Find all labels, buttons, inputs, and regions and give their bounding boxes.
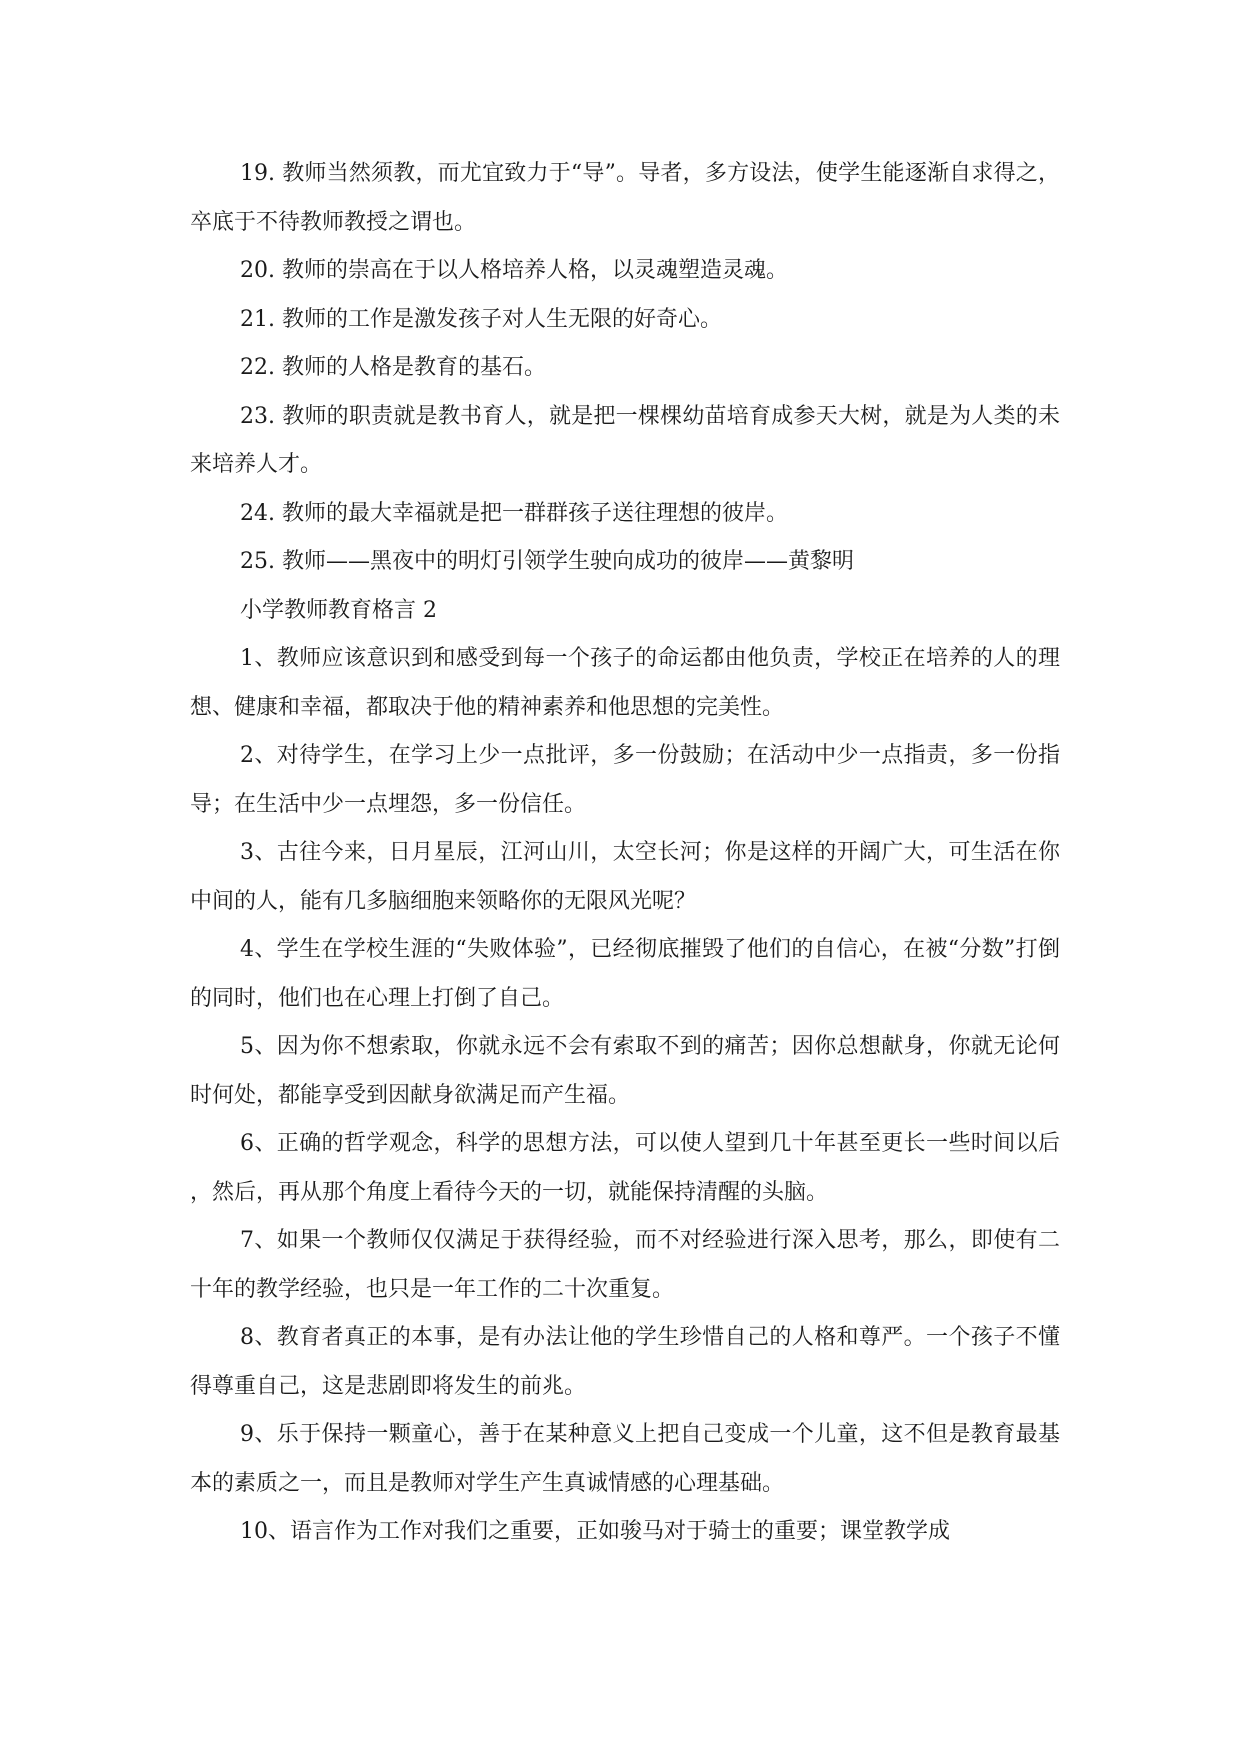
maxim-5: 5、因为你不想索取，你就永远不会有索取不到的痛苦；因你总想献身，你就无论何时何处，都能享受到因献身欲满足而产生福。	[190, 1034, 1060, 1108]
maxim-1: 1、教师应该意识到和感受到每一个孩子的命运都由他负责，学校正在培养的人的理想、健康和幸福，都取决于他的精神素养和他思想的完美性。	[190, 646, 1060, 720]
section-heading: 小学教师教育格言 2	[240, 597, 437, 623]
paragraph-19: 19. 教师当然须教，而尤宜致力于“导”。导者，多方设法，使学生能逐渐自求得之，卒底于不待教师教授之谓也。	[190, 161, 1060, 235]
maxim-2: 2、对待学生，在学习上少一点批评，多一份鼓励；在活动中少一点指责，多一份指导；在生活中少一点埋怨，多一份信任。	[190, 743, 1060, 817]
paragraph-25: 25. 教师——黑夜中的明灯引领学生驶向成功的彼岸——黄黎明	[240, 549, 854, 574]
paragraph-22: 22. 教师的人格是教育的基石。	[240, 355, 546, 380]
document-body	[190, 150, 1060, 1557]
maxim-8: 8、教育者真正的本事，是有办法让他的学生珍惜自己的人格和尊严。一个孩子不懂得尊重自己，这是悲剧即将发生的前兆。	[190, 1325, 1060, 1399]
maxim-3: 3、古往今来，日月星辰，江河山川，太空长河；你是这样的开阔广大，可生活在你中间的人，能有几多脑细胞来领略你的无限风光呢？	[190, 840, 1060, 914]
paragraph-20: 20. 教师的崇高在于以人格培养人格，以灵魂塑造灵魂。	[240, 258, 788, 283]
maxim-10: 10、语言作为工作对我们之重要，正如骏马对于骑士的重要；课堂教学成	[240, 1519, 950, 1544]
maxim-4: 4、学生在学校生涯的“失败体验”，已经彻底摧毁了他们的自信心，在被“分数”打倒的同时，他们也在心理上打倒了自己。	[190, 937, 1060, 1011]
maxim-6: 6、正确的哲学观念，科学的思想方法，可以使人望到几十年甚至更长一些时间以后，然后，再从那个角度上看待今天的一切，就能保持清醒的头脑。	[190, 1131, 1060, 1205]
paragraph-24: 24. 教师的最大幸福就是把一群群孩子送往理想的彼岸。	[240, 500, 788, 526]
maxim-7: 7、如果一个教师仅仅满足于获得经验，而不对经验进行深入思考，那么，即使有二十年的教学经验，也只是一年工作的二十次重复。	[190, 1228, 1060, 1302]
paragraph-23: 23. 教师的职责就是教书育人，就是把一棵棵幼苗培育成参天大树，就是为人类的未来培养人才。	[190, 403, 1060, 477]
paragraph-21: 21. 教师的工作是激发孩子对人生无限的好奇心。	[240, 306, 722, 332]
maxim-9: 9、乐于保持一颗童心，善于在某种意义上把自己变成一个儿童，这不但是教育最基本的素质之一，而且是教师对学生产生真诚情感的心理基础。	[190, 1422, 1060, 1496]
